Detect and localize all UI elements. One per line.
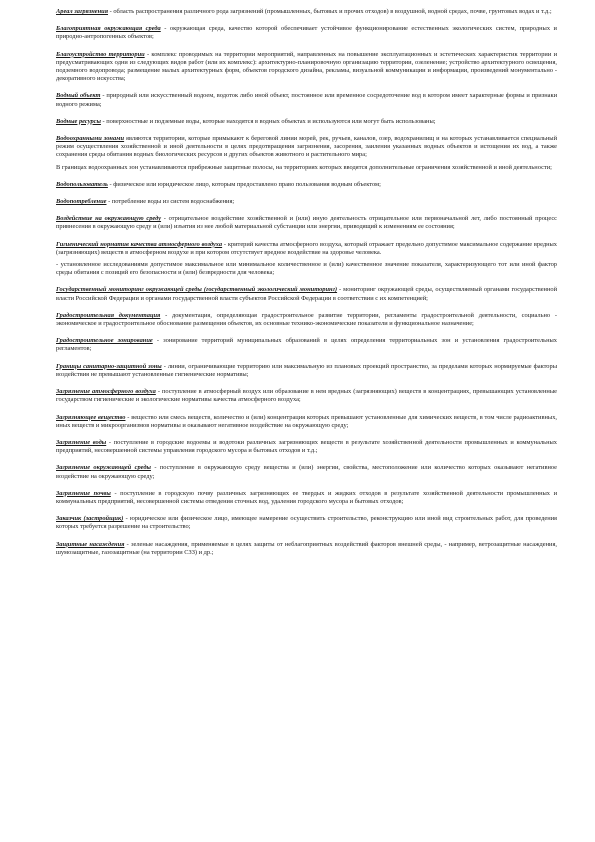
- glossary-entry: [56, 439, 557, 455]
- glossary-term: Загрязнение почвы: [56, 489, 111, 497]
- glossary-definition: - поступление в городскую почву различных загрязняющих ее твердых и жидких отходов в результате хозяйственной деятельности промышленных и коммунальных предприятий, несовершенной системы отведения сточных вод, удаления городского мусора и бытовых отходов;: [56, 489, 557, 505]
- glossary-definition: - поступление в городские водоемы и водотоки различных загрязняющих веществ в результате хозяйственной деятельности промышленных и коммунальных предприятий, несовершенной системы управления городского мусора и бытовых отходов и т.д.;: [56, 438, 557, 455]
- glossary-term: Ареал загрязнения: [56, 8, 109, 15]
- glossary-definition: - природный или искусственный водоем, водоток либо иной объект, постоянное или временное сосредоточение вод в котором имеет характерные формы и признаки водного режима;: [56, 92, 557, 108]
- glossary-definition: - линии, ограничивающие территорию или максимальную из плановых проекций пространство, за пределами которых нормируемые факторы воздействия не превышают установленные гигиенические нормативы;: [56, 362, 557, 378]
- glossary-paragraph: [56, 164, 557, 172]
- glossary-term: Благоприятная окружающая среда: [56, 25, 161, 33]
- glossary-entry: [56, 286, 557, 302]
- glossary-definition: - поступление в окружающую среду вещества и (или) энергии, свойства, местоположение или количество которых оказывают негативное воздействие на окружающую среду;: [56, 464, 557, 480]
- glossary-entry: [56, 92, 557, 108]
- glossary-entry: [56, 215, 557, 231]
- glossary-definition: - зонирование территорий муниципальных образований в целях определения территориальных зон и установления градостроительных регламентов;: [56, 337, 557, 353]
- glossary-entry: [56, 241, 557, 257]
- glossary-definition: - отрицательное воздействие хозяйственной и (или) иную деятельность отрицательное или первоначальной лет, либо постоянный процесс привнесения в окружающую среду и (или) изъятия из нее любой материальной субстанции или энергии, приводящий к изменениям ее состояния;: [56, 215, 557, 231]
- glossary-term: Государственный мониторинг окружающей среды (государственный экологический мониторинг): [56, 286, 338, 294]
- glossary-term: Воздействие на окружающую среду: [56, 215, 162, 223]
- glossary-definition: - комплекс проводимых на территории мероприятий, направленных на повышение эксплуатационных и эстетических характеристик территории и предусматривающих одни из следующих видов работ (или их комплекс): архитектурно-планировочную организацию территории, озеленение; устройство архитектурного освещения, подземного водопровода; размещение малых архитектурных форм, объектов городского дизайна, рекламы, визуальной коммуникации и информации, произведений монументально - декоративного искусства;: [56, 50, 557, 83]
- glossary-term: Загрязнение воды: [56, 438, 107, 446]
- glossary-term: Градостроительное зонирование: [56, 337, 153, 345]
- glossary-entry: [56, 25, 557, 41]
- glossary-definition: - поступление в атмосферный воздух или образование в нем вредных (загрязняющих) веществ в концентрациях, превышающих установленные государством гигиенические и экологические нормативы качества атмосферного воздуха;: [56, 388, 557, 404]
- glossary-term: Водные ресурсы: [56, 117, 101, 125]
- glossary-term: Загрязнение окружающей среды: [56, 464, 151, 472]
- glossary-definition: являются территории, которые примыкают к береговой линии морей, рек, ручьев, каналов, озер, водохранилищ и на которых устанавливается специальный режим осуществления хозяйственной и иной деятельности в целях предотвращения загрязнения, засорения, заиления указанных водных объектов и истощения их вод, а также сохранения среды обитания водных биологических ресурсов и других объектов животного и растительного мира;: [56, 135, 557, 159]
- glossary-term: Заказчик (застройщик): [56, 515, 124, 523]
- glossary-definition: - окружающая среда, качество которой обеспечивает устойчивое функционирование естественных экологических систем, природных и природно-антропогенных объектов;: [56, 25, 557, 41]
- glossary-entry: [56, 118, 557, 126]
- glossary-entry: [56, 181, 557, 189]
- glossary-entry: [56, 464, 557, 480]
- glossary-definition: - юридическое или физическое лицо, имеющее намерение осуществить строительство, реконструкцию или иной вид строительных работ, для проведения которых требуется разрешение на строительство;: [56, 515, 557, 531]
- glossary-term: Водопотребление: [56, 198, 107, 206]
- glossary-definition: - мониторинг окружающей среды, осуществляемый органами государственной власти Российской Федерации и органами государственной власти субъектов Российской Федерации в соответствии с их компетенцией;: [56, 286, 557, 302]
- glossary-term: Границы санитарно-защитной зоны: [56, 362, 162, 370]
- glossary-definition: - документация, определяющая градостроительное развитие территории, регламенты градостроительной деятельности, социально - экономическое и градостроительное обоснование размещения объектов, их основные технико-экономические показатели и функциональное назначение;: [56, 311, 557, 328]
- glossary-definition: - потребление воды из систем водоснабжения;: [106, 198, 235, 206]
- glossary-definition: - область распространения различного рода загрязнений (промышленных, бытовых и прочих отходов) в воздушной, водной средах, почве, грунтовых водах и т.д.;: [108, 8, 552, 15]
- glossary-entry: [56, 312, 557, 328]
- glossary-entry: [56, 414, 557, 430]
- glossary-entry: [56, 198, 557, 206]
- glossary-definition: - установленное исследованиями допустимое максимальное или минимальное количественное и (или) качественное значение показателя, характеризующего тот или иной фактор среды обитания с позиций его безопасности и (или) безвредности для человека;: [56, 261, 557, 277]
- glossary-term: Водоохранными зонами: [56, 135, 125, 143]
- glossary-entry: [56, 515, 557, 531]
- glossary-term: Водопользователь: [56, 180, 108, 188]
- glossary-definition: - критерий качества атмосферного воздуха, который отражает предельно допустимое максимальное содержание вредных (загрязняющих) веществ в атмосферном воздухе и при котором отсутствует вредное воздействие на здоровье человека.: [56, 240, 558, 256]
- glossary-entry: [56, 388, 557, 404]
- glossary-term: Загрязнение атмосферного воздуха: [56, 388, 156, 396]
- glossary-definition: - поверхностные и подземные воды, которые находятся в водных объектах и используются или могут быть использованы;: [100, 117, 436, 125]
- glossary-paragraph: [56, 261, 557, 277]
- glossary-term: Гигиенический норматив качества атмосферного воздуха: [56, 240, 223, 248]
- glossary-entry: [56, 337, 557, 353]
- glossary-entry: [56, 363, 557, 379]
- glossary-term: Благоустройство территории: [56, 50, 145, 58]
- glossary-definition: - зеленые насаждения, применяемые в целях защиты от неблагоприятных воздействий факторов внешней среды, - например, ветрозащитные насаждения, шумозащитные, газозащитные (на территории СЗЗ) и др.;: [56, 540, 557, 556]
- glossary-term: Градостроительная документация: [56, 311, 161, 319]
- glossary-definition: В границах водоохранных зон устанавливаются прибрежные защитные полосы, на территориях которых вводятся дополнительные ограничения хозяйственной и иной деятельности;: [56, 163, 552, 171]
- glossary-entry: [56, 541, 557, 557]
- glossary-entry: [56, 135, 557, 160]
- glossary-definition: - вещество или смесь веществ, количество и (или) концентрация которых превышают установленные для химических веществ, в том числе радиоактивных, иных веществ и микроорганизмов нормативы и оказывают негативное воздействие на окружающую среду;: [56, 413, 557, 429]
- glossary-term: Загрязняющее вещество: [56, 413, 126, 421]
- glossary-entry: [56, 490, 557, 506]
- glossary-entry: [56, 8, 557, 16]
- glossary-definition: - физическое или юридическое лицо, которым предоставлено право пользования водным объектом;: [107, 180, 381, 188]
- glossary-term: Водный объект: [56, 92, 101, 100]
- glossary-term: Защитные насаждения: [56, 540, 125, 548]
- glossary-entry: [56, 51, 557, 84]
